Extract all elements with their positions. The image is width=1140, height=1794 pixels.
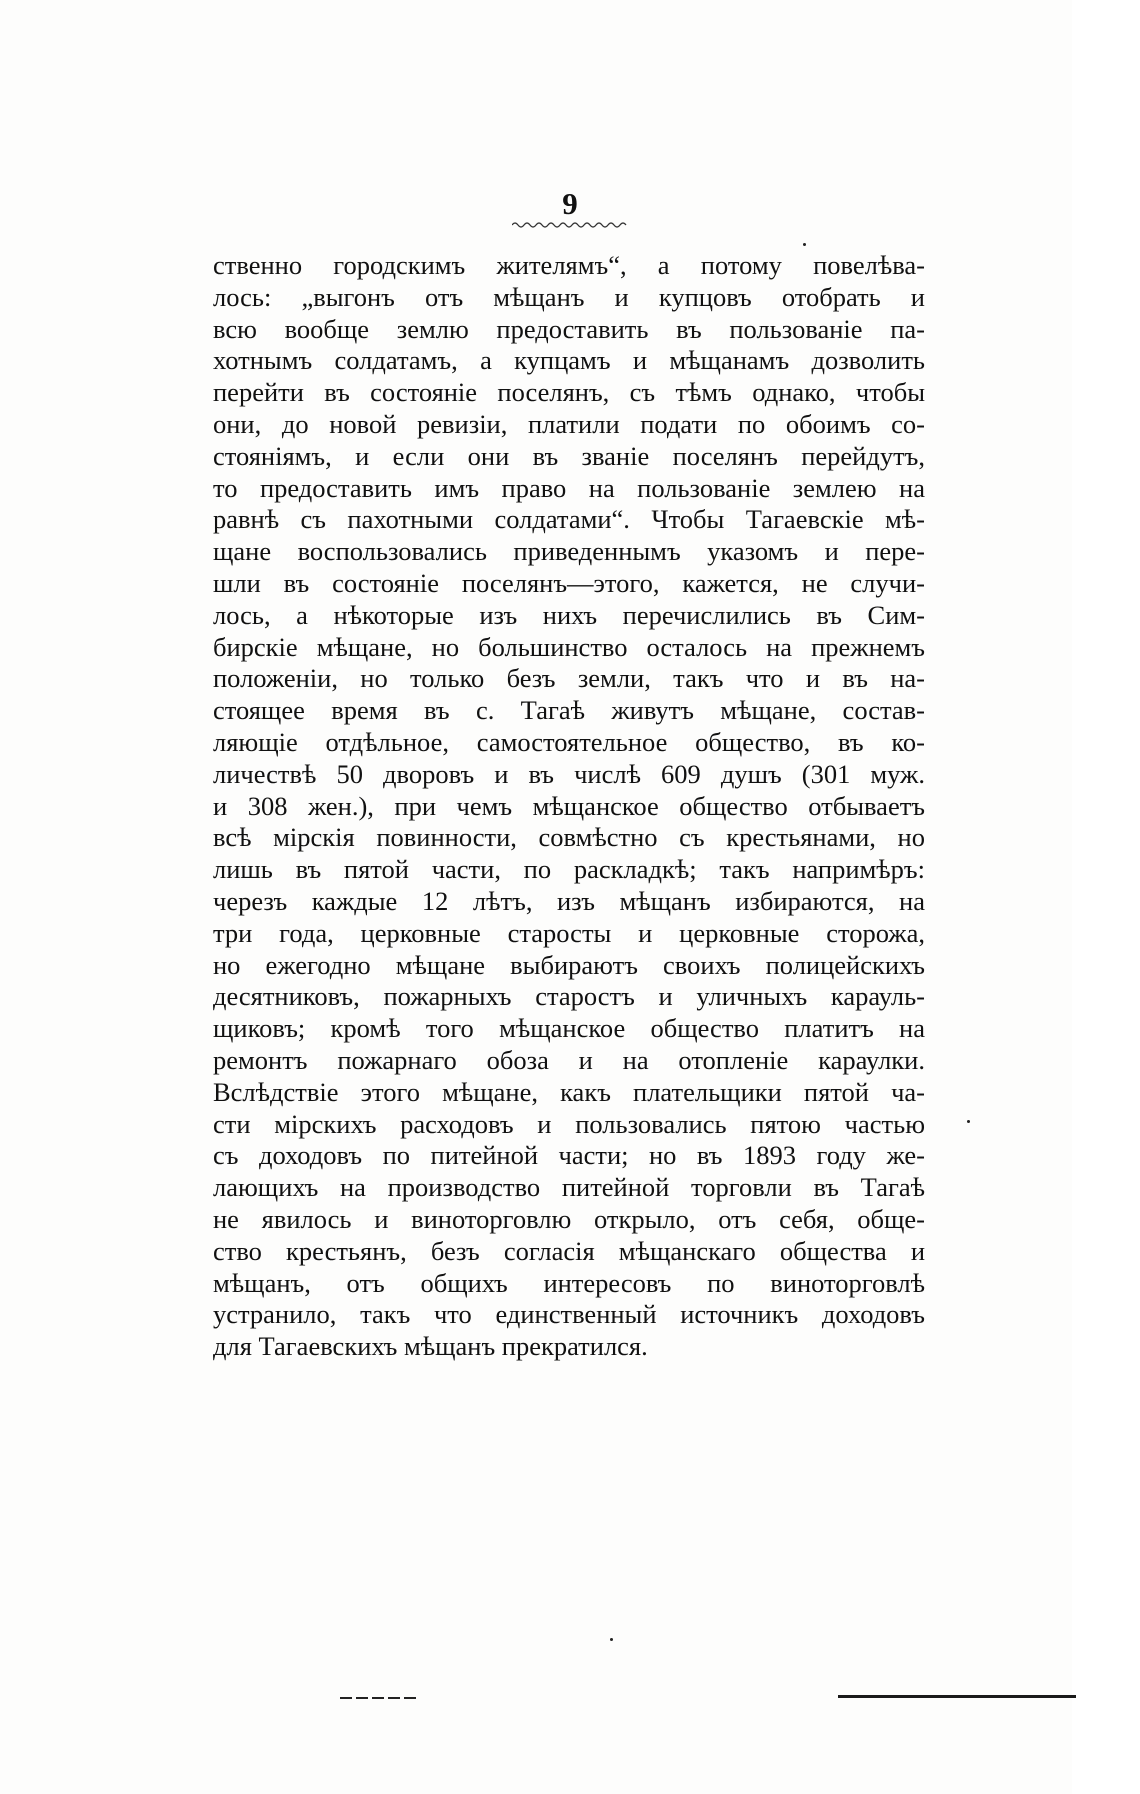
text-line: мѣщанъ, отъ общихъ интересовъ по виноторговлѣ bbox=[213, 1267, 925, 1298]
text-line: равнѣ съ пахотными солдатами“. Чтобы Тагаевскіе мѣ- bbox=[213, 504, 925, 535]
page-margin-edge bbox=[1072, 0, 1140, 1794]
text-line: лающихъ на производство питейной торговли въ Тагаѣ bbox=[213, 1172, 925, 1203]
text-line: всю вообще землю предоставить въ пользованіе па- bbox=[213, 313, 925, 344]
text-line: лось: „выгонъ отъ мѣщанъ и купцовъ отобрать и bbox=[213, 281, 925, 312]
text-line: для Тагаевскихъ мѣщанъ прекратился. bbox=[213, 1331, 648, 1362]
body-text bbox=[213, 250, 925, 1363]
text-line: перейти въ состояніе поселянъ, съ тѣмъ однако, чтобы bbox=[213, 377, 925, 408]
text-line: стоящее время въ с. Тагаѣ живутъ мѣщане, состав- bbox=[213, 695, 925, 726]
text-line: лишь въ пятой части, по раскладкѣ; такъ напримѣръ: bbox=[213, 854, 925, 885]
text-line: съ доходовъ по питейной части; но въ 1893 году же- bbox=[213, 1140, 925, 1171]
scan-speck bbox=[610, 1638, 613, 1641]
text-line: положеніи, но только безъ земли, такъ что и въ на- bbox=[213, 663, 925, 694]
text-line: ство крестьянъ, безъ согласія мѣщанскаго общества и bbox=[213, 1235, 925, 1266]
text-line: сти мірскихъ расходовъ и пользовались пятою частью bbox=[213, 1108, 925, 1139]
text-line: хотнымъ солдатамъ, а купцамъ и мѣщанамъ дозволить bbox=[213, 345, 925, 376]
page-number: 9 bbox=[562, 186, 578, 221]
text-line: устранило, такъ что единственный источникъ доходовъ bbox=[213, 1299, 925, 1330]
text-line: личествѣ 50 дворовъ и въ числѣ 609 душъ (301 муж. bbox=[213, 758, 925, 789]
text-line: ремонтъ пожарнаго обоза и на отопленіе караулки. bbox=[213, 1044, 925, 1075]
text-line: Вслѣдствіе этого мѣщане, какъ плательщики пятой ча- bbox=[213, 1076, 925, 1107]
text-line: ственно городскимъ жителямъ“, а потому повелѣва- bbox=[213, 250, 925, 280]
text-line: щане воспользовались приведеннымъ указомъ и пере- bbox=[213, 536, 925, 567]
text-line: не явилось и виноторговлю открыло, отъ себя, обще- bbox=[213, 1203, 925, 1234]
text-line: то предоставить имъ право на пользованіе землею на bbox=[213, 472, 925, 503]
text-line: стояніямъ, и если они въ званіе поселянъ перейдутъ, bbox=[213, 440, 925, 471]
text-line: шли въ состояніе поселянъ—этого, кажется, не случи- bbox=[213, 567, 925, 598]
text-line: щиковъ; кромѣ того мѣщанское общество платитъ на bbox=[213, 1013, 925, 1044]
text-line: и 308 жен.), при чемъ мѣщанское общество отбываетъ bbox=[213, 790, 925, 821]
text-line: десятниковъ, пожарныхъ старостъ и уличныхъ карауль- bbox=[213, 981, 925, 1012]
text-line: бирскіе мѣщане, но большинство осталось на прежнемъ bbox=[213, 631, 925, 662]
text-line: ляющіе отдѣльное, самостоятельное общество, въ ко- bbox=[213, 726, 925, 757]
scan-speck bbox=[803, 243, 806, 246]
text-line: черезъ каждые 12 лѣтъ, изъ мѣщанъ избираются, на bbox=[213, 885, 925, 916]
text-line: всѣ мірскія повинности, совмѣстно съ крестьянами, но bbox=[213, 822, 925, 853]
text-line: лось, а нѣкоторые изъ нихъ перечислились въ Сим- bbox=[213, 599, 925, 630]
scan-speck bbox=[967, 1120, 970, 1123]
text-line: но ежегодно мѣщане выбираютъ своихъ полицейскихъ bbox=[213, 949, 925, 980]
text-line: они, до новой ревизіи, платили подати по обоимъ со- bbox=[213, 408, 925, 439]
page-number-ornament bbox=[512, 220, 628, 230]
text-line: три года, церковные старосты и церковные сторожа, bbox=[213, 917, 925, 948]
bottom-rule-dashed bbox=[340, 1697, 418, 1699]
bottom-rule-solid bbox=[838, 1695, 1076, 1698]
